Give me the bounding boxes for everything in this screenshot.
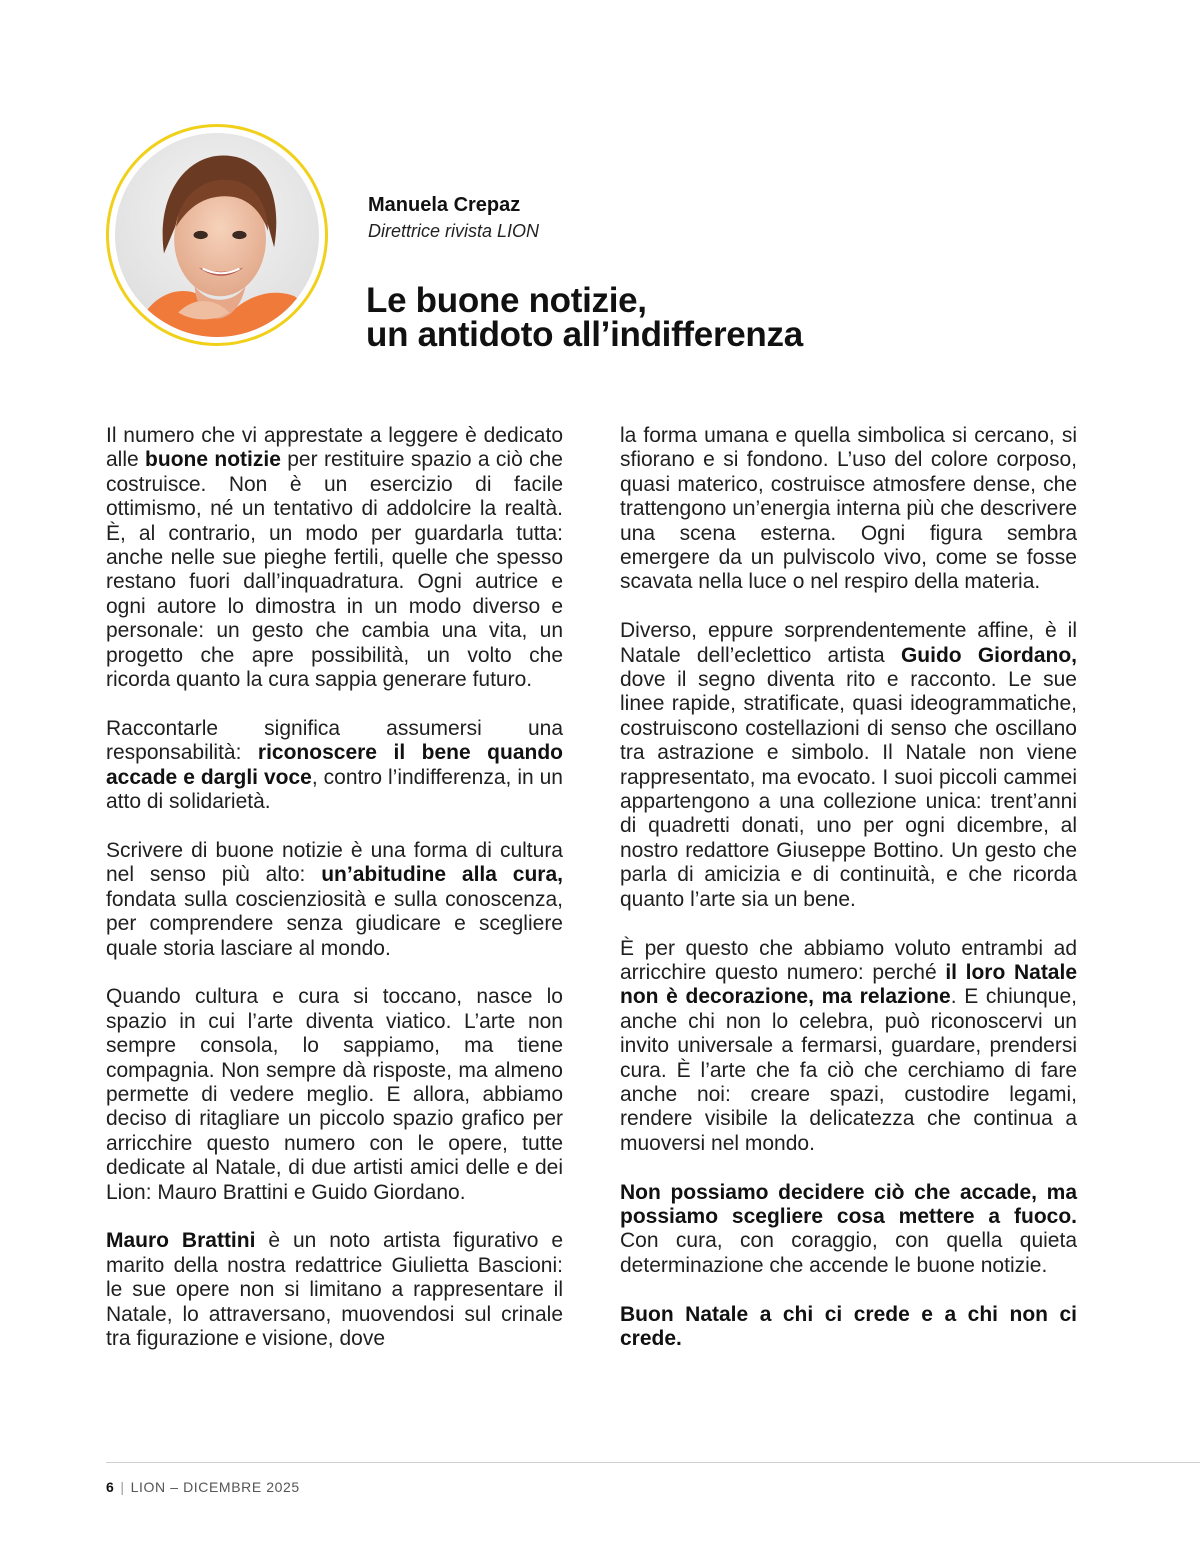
paragraph: È per questo che abbiamo voluto entrambi ad arricchire questo numero: perché il loro Natale non è decorazione, ma relazione. E chiunque, anche chi non lo celebra, può riconoscervi un invito universale a fermarsi, guardare, prendersi cura. È l’arte che fa ciò che cerchiamo di fare anche noi: creare spazi, custodire legami, rendere visibile la delicatezza che continua a muoversi nel mondo.	[620, 936, 1077, 1155]
page-footer	[106, 1478, 300, 1496]
author-role: Direttrice rivista LION	[368, 221, 540, 241]
paragraph: Mauro Brattini è un noto artista figurativo e marito della nostra redattrice Giulietta Bascioni: le sue opere non si limitano a rappresentare il Natale, lo attraversano, muovendosi sul crinale tra figurazione e visione, dove	[106, 1229, 563, 1350]
paragraph: Scrivere di buone notizie è una forma di cultura nel senso più alto: un’abitudine alla cura, fondata sulla coscienziosità e sulla conoscenza, per comprendere senza giudicare e scegliere quale storia lasciare al mondo.	[106, 838, 563, 960]
paragraph: Raccontarle significa assumersi una responsabilità: riconoscere il bene quando accade e dargli voce, contro l’indifferenza, in un atto di solidarietà.	[106, 716, 563, 814]
title-line-2: un antidoto all’indifferenza	[366, 315, 803, 354]
title-line-1: Le buone notizie,	[366, 281, 647, 320]
article-column-right	[620, 424, 1077, 1376]
byline	[368, 193, 539, 242]
paragraph: Quando cultura e cura si toccano, nasce lo spazio in cui l’arte diventa viatico. L’arte non sempre consola, lo sappiamo, ma tiene compagnia. Non sempre dà risposte, ma almeno permette di vedere meglio. E allora, abbiamo deciso di ritagliare un piccolo spazio grafico per arricchire questo numero con le opere, tutte dedicate al Natale, di due artisti amici delle e dei Lion: Mauro Brattini e Guido Giordano.	[106, 985, 563, 1204]
paragraph: Non possiamo decidere ciò che accade, ma possiamo scegliere cosa mettere a fuoco. Con cura, con coraggio, con quella quieta determinazione che accende le buone notizie.	[620, 1180, 1077, 1277]
article-column-left	[106, 424, 563, 1376]
page-title	[366, 281, 803, 354]
publication-issue: LION – DICEMBRE 2025	[130, 1479, 300, 1495]
paragraph: Il numero che vi apprestate a leggere è dedicato alle buone notizie per restituire spazio a ciò che costruisce. Non è un esercizio di facile ottimismo, né un tentativo di addolcire la realtà. È, al contrario, un modo per guardarla tutta: anche nelle sue pieghe fertili, quelle che spesso restano fuori dall’inquadratura. Ogni autrice e ogni autore lo dimostra in un modo diverso e personale: un gesto che cambia una vita, un progetto che apre possibilità, un volto che ricorda quanto la cura sappia generare futuro.	[106, 424, 563, 692]
author-photo	[115, 133, 319, 337]
footer-separator: |	[120, 1479, 125, 1495]
footer-divider	[106, 1462, 1200, 1463]
author-portrait	[106, 124, 328, 346]
author-name: Manuela Crepaz	[368, 194, 521, 216]
paragraph: Diverso, eppure sorprendentemente affine, è il Natale dell’eclettico artista Guido Giordano, dove il segno diventa rito e racconto. Le sue linee rapide, stratificate, quasi ideogrammatiche, costruiscono costellazioni di senso che oscillano tra astrazione e simbolo. Il Natale non viene rappresentato, ma evocato. I suoi piccoli cammei appartengono a una collezione unica: trent’anni di quadretti donati, uno per ogni dicembre, al nostro redattore Giuseppe Bottino. Un gesto che parla di amicizia e di continuità, e che ricorda quanto l’arte sia un bene.	[620, 619, 1077, 911]
paragraph: la forma umana e quella simbolica si cercano, si sfiorano e si fondono. L’uso del colore corposo, quasi materico, costruisce atmosfere dense, che trattengono un’energia interna più che descrivere una scena esterna. Ogni figura sembra emergere da un pulviscolo vivo, come se fosse scavata nella luce o nel respiro della materia.	[620, 424, 1077, 594]
closing-line: Buon Natale a chi ci crede e a chi non ci crede.	[620, 1302, 1077, 1350]
page-number: 6	[106, 1479, 115, 1495]
